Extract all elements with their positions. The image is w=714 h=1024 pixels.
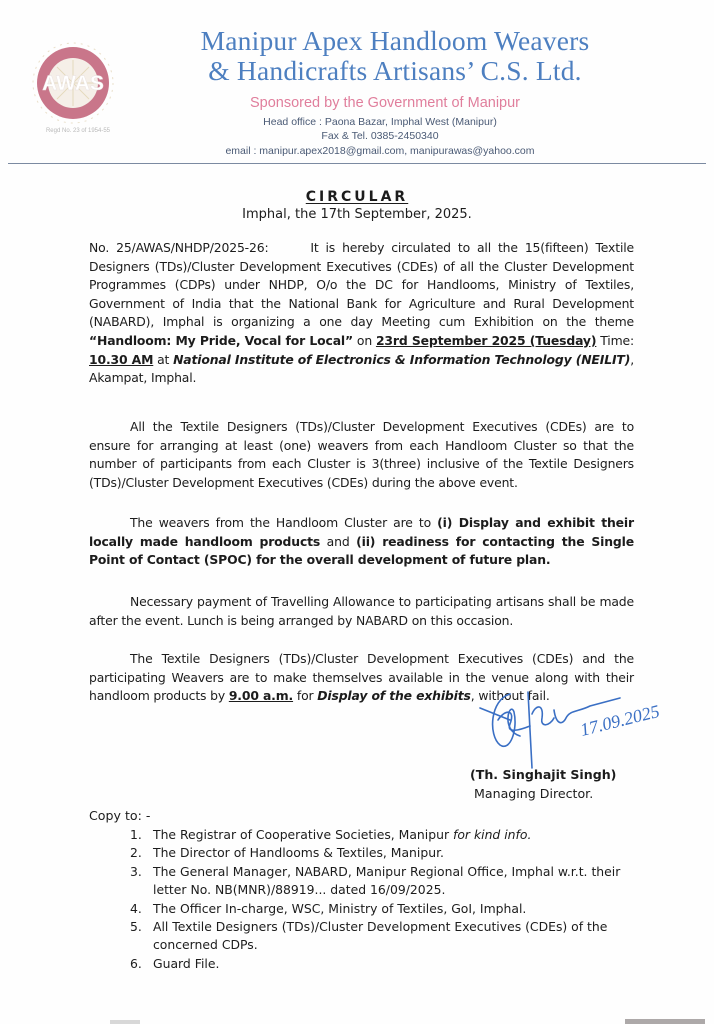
- scan-edge-mark: [625, 1019, 705, 1024]
- item-number: 4.: [130, 900, 142, 916]
- copy-to-label: Copy to: -: [89, 808, 151, 823]
- circular-heading: [0, 189, 714, 205]
- item-text: The General Manager, NABARD, Manipur Regional Office, Imphal w.r.t. their letter No. NB(MNR)/88919... dated 16/09/2025.: [153, 863, 621, 898]
- item-number: 6.: [130, 955, 142, 971]
- circular-heading-text: CIRCULAR: [305, 189, 409, 205]
- venue-location: , Akampat, Imphal.: [89, 351, 635, 386]
- item-text: Guard File.: [153, 955, 220, 971]
- sponsor-line: Sponsored by the Government of Manipur: [249, 95, 520, 111]
- copy-to-item: [130, 955, 630, 973]
- organization-name-line1: Manipur Apex Handloom Weavers: [200, 25, 590, 56]
- copy-to-item: [130, 826, 630, 844]
- reference-number: No. 25/AWAS/NHDP/2025-26:: [89, 240, 269, 255]
- item-note: for kind info.: [452, 827, 532, 842]
- event-time: 10.30 AM: [89, 351, 154, 367]
- connector-at: at: [157, 351, 170, 367]
- connector-on: on: [356, 332, 373, 348]
- participants-text: All the Textile Designers (TDs)/Cluster Development Executives (CDEs) are to ensure for arranging at least (one) weavers from each Handloom Cluster so that the number of participants from each Cluster is 3(three) inclusive of the Textile Designers (TDs)/Cluster Development Executives (CDEs) during the above event.: [89, 419, 634, 490]
- item-number: 3.: [130, 863, 142, 879]
- place-date: Imphal, the 17th September, 2025.: [242, 207, 472, 222]
- paragraph-participants: [89, 418, 634, 492]
- logo-text: AWAS: [42, 72, 104, 95]
- item-number: 2.: [130, 845, 142, 861]
- connector-for: for: [296, 688, 314, 704]
- item-text: The Registrar of Cooperative Societies, Manipur: [153, 827, 453, 842]
- item-number: 1.: [130, 827, 142, 842]
- announcement-text: It is hereby circulated to all the 15(fifteen) Textile Designers (TDs)/Cluster Development Executives (CDEs) of all the Cluster Development Programmes (CDPs) under NHDP, O/o the DC for Handlooms, Ministry of Textiles, Government of India that the National Bank for Agriculture and Rural Development (NABARD), Imphal is organizing a one day Meeting cum Exhibition on the theme: [89, 240, 634, 330]
- address-block: [200, 115, 560, 143]
- email-line: email : manipur.apex2018@gmail.com, manipurawas@yahoo.com: [225, 145, 535, 157]
- signatory-designation: Managing Director.: [474, 786, 594, 801]
- allowance-text: Necessary payment of Travelling Allowance to participating artisans shall be made after the event. Lunch is being arranged by NABARD on this occasion.: [89, 594, 634, 628]
- report-purpose: Display of the exhibits: [317, 688, 471, 704]
- organization-name: [160, 26, 630, 86]
- event-venue: National Institute of Electronics & Information Technology (NEILIT): [173, 351, 631, 367]
- availability-end: , without fail.: [470, 688, 550, 704]
- item-number: 5.: [130, 919, 142, 935]
- duties-intro: The weavers from the Handloom Cluster are to: [130, 515, 431, 530]
- report-time: 9.00 a.m.: [228, 688, 294, 704]
- paragraph-allowance: [89, 593, 634, 630]
- registration-number: Regd No. 23 of 1954-55: [45, 128, 111, 134]
- handwritten-date: 17.09.2025: [578, 700, 662, 740]
- copy-to-item: [130, 844, 630, 862]
- duty-display: (i) Display and exhibit their locally made handloom products: [89, 515, 634, 549]
- connector-and: and: [326, 533, 350, 549]
- copy-to-item: [130, 900, 630, 918]
- copy-to-item: [130, 918, 630, 955]
- event-theme: “Handloom: My Pride, Vocal for Local”: [89, 332, 353, 348]
- awas-emblem-icon: [30, 40, 116, 126]
- fax-tel: Fax & Tel. 0385-2450340: [321, 130, 439, 142]
- time-label: Time:: [600, 332, 634, 348]
- duty-spoc: (ii) readiness for contacting the Single Point of Contact (SPOC) for the overall development of future plan.: [89, 533, 634, 568]
- item-text: The Officer In-charge, WSC, Ministry of Textiles, GoI, Imphal.: [153, 900, 527, 916]
- item-text: All Textile Designers (TDs)/Cluster Development Executives (CDEs) of the concerned CDPs.: [153, 919, 608, 953]
- paragraph-weaver-duties: [89, 514, 634, 570]
- organization-name-line2: & Handicrafts Artisans’ C.S. Ltd.: [208, 55, 582, 86]
- paragraph-announcement: [89, 239, 634, 388]
- copy-to-list: [130, 826, 630, 973]
- item-text: The Director of Handlooms & Textiles, Manipur.: [153, 845, 444, 861]
- signatory-name: (Th. Singhajit Singh): [470, 767, 617, 782]
- event-date: 23rd September 2025 (Tuesday): [375, 332, 597, 348]
- availability-text: The Textile Designers (TDs)/Cluster Development Executives (CDEs) and the participating Weavers are to make themselves available in the venue along with their handloom products by: [89, 651, 634, 704]
- head-office: Head office : Paona Bazar, Imphal West (Manipur): [263, 116, 497, 128]
- copy-to-item: [130, 863, 630, 900]
- handwritten-signature-icon: [470, 690, 690, 770]
- letterhead-divider: [8, 163, 706, 164]
- scan-edge-mark: [110, 1020, 140, 1024]
